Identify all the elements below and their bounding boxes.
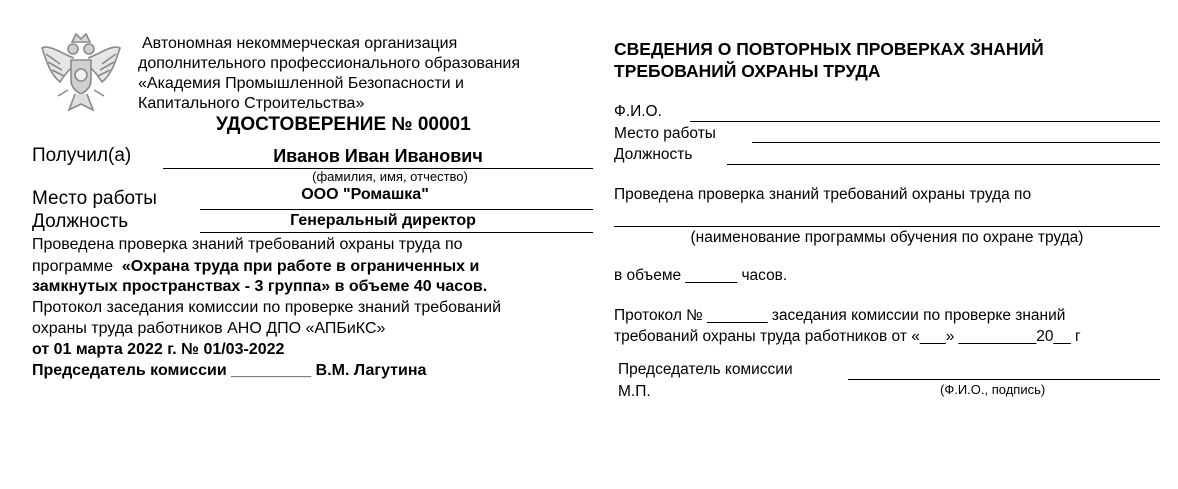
stamp-label: М.П.	[618, 383, 651, 400]
signature-hint: (Ф.И.О., подпись)	[940, 382, 1046, 397]
workplace-underline	[200, 209, 593, 210]
workplace-label: Место работы	[614, 125, 716, 142]
protocol-text: охраны труда работников АНО ДПО «АПБиКС»	[32, 320, 386, 337]
workplace-value: ООО "Ромашка"	[301, 186, 429, 203]
program-name-line1: «Охрана труда при работе в ограниченных и	[121, 258, 480, 275]
name-hint: (фамилия, имя, отчество)	[312, 169, 468, 184]
check-text: Проведена проверка знаний требований охраны труда по	[32, 236, 463, 253]
received-label: Получил(а)	[32, 145, 132, 166]
program-row	[32, 257, 479, 277]
chairman-name: В.М. Лагутина	[315, 362, 427, 379]
position-label: Должность	[32, 211, 129, 232]
position-line	[727, 164, 1160, 165]
repeat-checks-title: ТРЕБОВАНИЙ ОХРАНЫ ТРУДА	[614, 61, 881, 81]
org-line: дополнительного профессионального образования	[138, 55, 521, 72]
certificate-title: УДОСТОВЕРЕНИЕ № 00001	[216, 114, 471, 135]
program-name-line2: замкнутых пространствах - 3 группа» в объеме 40 часов.	[32, 278, 488, 295]
protocol-date: от 01 марта 2022 г. № 01/03-2022	[32, 341, 285, 358]
chairman-signature-blank: _________	[231, 362, 312, 379]
program-hint: (наименование программы обучения по охране труда)	[690, 229, 1084, 246]
position-underline	[200, 232, 593, 233]
program-prefix: программе	[32, 258, 113, 275]
org-line: «Академия Промышленной Безопасности и	[138, 75, 464, 92]
chairman-row	[32, 361, 426, 381]
volume-text: в объеме ______ часов.	[614, 267, 788, 284]
protocol-text: требований охраны труда работников от «___» _________20__ г	[614, 328, 1081, 345]
chairman-label: Председатель комиссии	[618, 361, 793, 378]
coat-of-arms-icon	[38, 30, 124, 116]
protocol-text: Протокол № _______ заседания комиссии по проверке знаний	[614, 307, 1066, 324]
fio-line	[690, 121, 1160, 122]
person-name: Иванов Иван Иванович	[273, 146, 483, 166]
repeat-checks-title: СВЕДЕНИЯ О ПОВТОРНЫХ ПРОВЕРКАХ ЗНАНИЙ	[614, 39, 1044, 59]
chairman-label: Председатель комиссии	[32, 362, 227, 379]
position-label: Должность	[614, 146, 693, 163]
protocol-text: Протокол заседания комиссии по проверке знаний требований	[32, 299, 502, 316]
position-value: Генеральный директор	[290, 212, 476, 229]
fio-label: Ф.И.О.	[614, 103, 662, 120]
org-line: Капитального Строительства»	[138, 95, 365, 112]
org-line: Автономная некоммерческая организация	[142, 35, 458, 52]
program-line	[614, 226, 1160, 227]
workplace-line	[752, 142, 1160, 143]
workplace-label: Место работы	[32, 188, 157, 209]
signature-line	[848, 379, 1160, 380]
check-text: Проведена проверка знаний требований охраны труда по	[614, 186, 1032, 203]
